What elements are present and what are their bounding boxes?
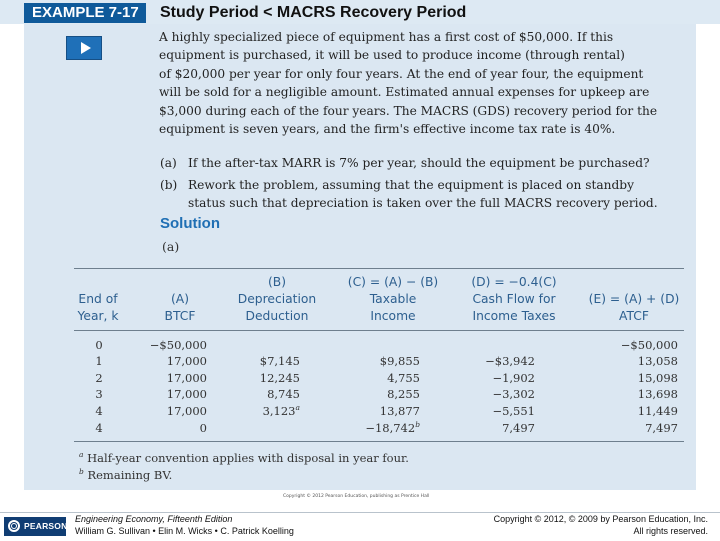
cell-taxable-income: −18,742$^b$ bbox=[365, 420, 420, 435]
cell-atcf: 13,058 bbox=[637, 354, 678, 368]
cell-btcf: 0 bbox=[199, 421, 207, 435]
pearson-logo: PEARSON bbox=[4, 517, 66, 536]
table-bottom-rule bbox=[74, 441, 684, 442]
header-taxable-income: (C) = (A) − (B) Taxable Income bbox=[347, 275, 439, 323]
example-title: Study Period < MACRS Recovery Period bbox=[160, 4, 467, 21]
cell-depreciation: $7,145 bbox=[259, 354, 300, 368]
problem-line: equipment is seven years, and the firm's effective income tax rate is 40%. bbox=[159, 122, 616, 137]
problem-line: $3,000 during each of the four years. The MACRS (GDS) recovery period for the bbox=[159, 103, 658, 118]
cell-btcf: 17,000 bbox=[166, 371, 207, 385]
cell-atcf: 13,698 bbox=[637, 387, 678, 401]
problem-line: A highly specialized piece of equipment has a first cost of $50,000. If this bbox=[159, 30, 614, 44]
table-row bbox=[0, 386, 720, 403]
solution-part: (a) bbox=[162, 239, 180, 254]
cell-depreciation: 3,123$^a$ bbox=[262, 403, 300, 418]
cell-year: 0 bbox=[95, 338, 103, 352]
table-row bbox=[0, 337, 720, 354]
header-cash-flow-taxes: (D) = −0.4(C) Cash Flow for Income Taxes bbox=[471, 275, 557, 323]
cell-year: 2 bbox=[95, 371, 103, 385]
cell-atcf: 15,098 bbox=[637, 371, 678, 385]
problem-line: equipment is purchased, it will be used to produce income (through rental) bbox=[159, 48, 625, 63]
question-a-mark: (a) bbox=[160, 156, 177, 170]
cell-cash-flow-taxes: −5,551 bbox=[492, 404, 535, 418]
cell-atcf: 11,449 bbox=[637, 404, 678, 418]
header-atcf: (E) = (A) + (D) ATCF bbox=[588, 292, 680, 323]
table-row bbox=[0, 420, 720, 437]
cell-year: 1 bbox=[95, 354, 103, 368]
cell-atcf: 7,497 bbox=[645, 421, 678, 435]
cell-btcf: 17,000 bbox=[166, 354, 207, 368]
table-row bbox=[0, 370, 720, 387]
cell-btcf: −$50,000 bbox=[149, 338, 207, 352]
cell-cash-flow-taxes: −3,302 bbox=[492, 387, 535, 401]
table-header-rule bbox=[74, 330, 684, 331]
cell-depreciation: 12,245 bbox=[259, 371, 300, 385]
book-authors: William G. Sullivan • Elin M. Wicks • C. Patrick Koelling bbox=[75, 526, 294, 536]
cell-year: 4 bbox=[95, 421, 103, 435]
footnote-a: $^a$ Half-year convention applies with disposal in year four. bbox=[79, 450, 409, 465]
play-icon bbox=[81, 42, 91, 54]
cell-cash-flow-taxes: −$3,942 bbox=[485, 354, 535, 368]
header-btcf: (A) BTCF bbox=[164, 292, 196, 323]
cell-btcf: 17,000 bbox=[166, 404, 207, 418]
table-row bbox=[0, 403, 720, 420]
question-b-line1: Rework the problem, assuming that the equipment is placed on standby bbox=[188, 178, 634, 192]
cell-taxable-income: 4,755 bbox=[387, 371, 420, 385]
example-label: EXAMPLE 7-17 bbox=[24, 3, 146, 23]
play-button[interactable] bbox=[66, 36, 102, 60]
footnote-b: $^b$ Remaining BV. bbox=[79, 467, 173, 482]
cell-atcf: −$50,000 bbox=[620, 338, 678, 352]
footer-copyright: Copyright © 2012, © 2009 by Pearson Education, Inc. bbox=[493, 514, 708, 524]
image-credit: Copyright © 2012 Pearson Education, publishing as Prentice Hall bbox=[283, 494, 430, 499]
cell-depreciation: 8,745 bbox=[267, 387, 300, 401]
solution-heading: Solution bbox=[160, 215, 220, 232]
book-title: Engineering Economy, Fifteenth Edition bbox=[75, 514, 233, 524]
cell-taxable-income: 8,255 bbox=[387, 387, 420, 401]
cell-cash-flow-taxes: 7,497 bbox=[502, 421, 535, 435]
question-a: If the after-tax MARR is 7% per year, should the equipment be purchased? bbox=[188, 156, 650, 170]
question-b-line2: status such that depreciation is taken over the full MACRS recovery period. bbox=[188, 196, 658, 210]
header-year: End of Year, k bbox=[77, 292, 119, 323]
question-b-mark: (b) bbox=[160, 178, 178, 192]
table-row bbox=[0, 353, 720, 370]
cell-year: 4 bbox=[95, 404, 103, 418]
cell-btcf: 17,000 bbox=[166, 387, 207, 401]
cell-year: 3 bbox=[95, 387, 103, 401]
problem-statement bbox=[159, 28, 687, 138]
cell-taxable-income: $9,855 bbox=[379, 354, 420, 368]
problem-line: will be sold for a negligible amount. Estimated annual expenses for upkeep are bbox=[159, 85, 650, 100]
cell-taxable-income: 13,877 bbox=[379, 404, 420, 418]
header-depreciation: (B) Depreciation Deduction bbox=[237, 275, 317, 323]
footer-rights: All rights reserved. bbox=[633, 526, 708, 536]
problem-line: of $20,000 per year for only four years. At the end of year four, the equipment bbox=[159, 66, 644, 81]
table-top-rule bbox=[74, 268, 684, 269]
cell-cash-flow-taxes: −1,902 bbox=[492, 371, 535, 385]
